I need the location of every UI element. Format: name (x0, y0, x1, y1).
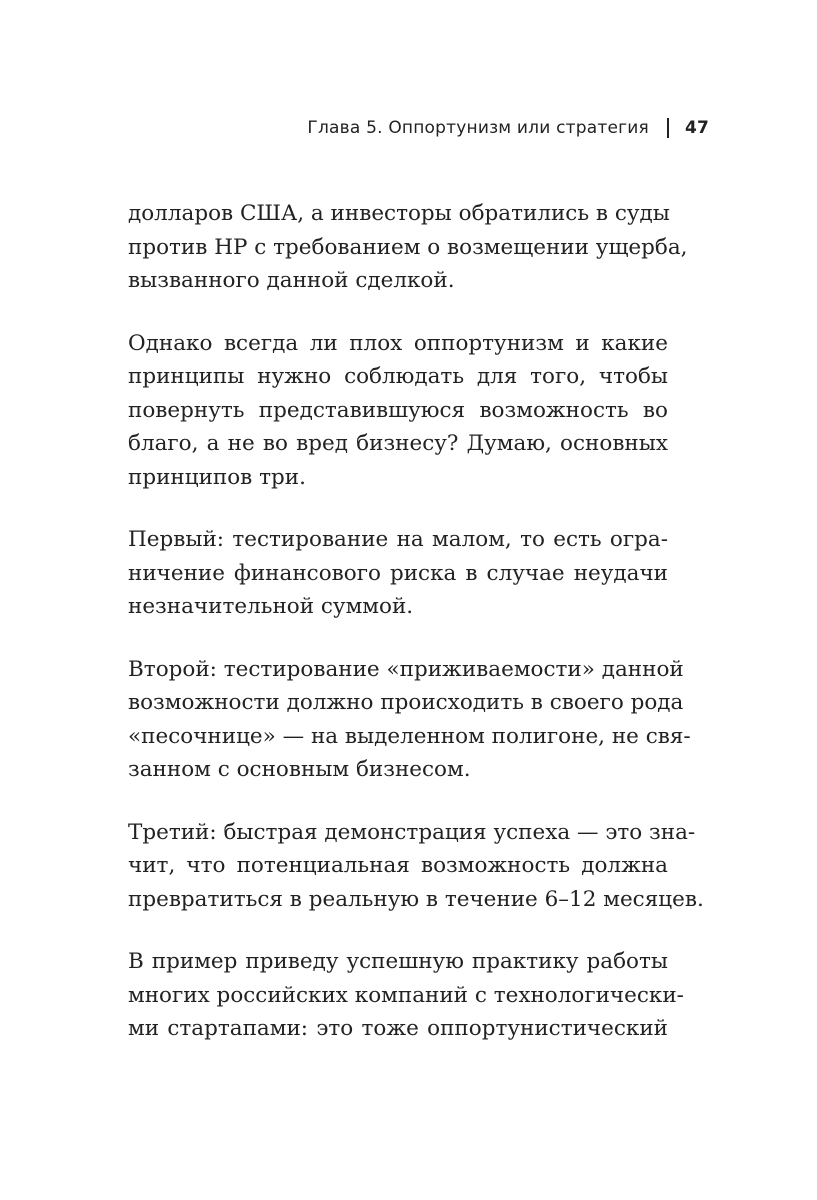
paragraph (128, 197, 688, 298)
text-line: Однако всегда ли плох оппортунизм и какие (128, 330, 668, 356)
text-line: Второй: тестирование «приживаемости» данной (128, 656, 684, 682)
paragraph (128, 653, 691, 787)
text-line: чит, что потенциальная возможность должна (128, 853, 668, 878)
paragraph (128, 327, 668, 495)
text-line: занном с основным бизнесом. (128, 757, 471, 782)
header-separator (667, 118, 669, 138)
text-line: превратиться в реальную в течение 6–12 месяцев. (128, 886, 704, 912)
paragraph (128, 523, 668, 624)
chapter-title: Глава 5. Оппортунизм или стратегия (307, 118, 649, 138)
text-line: незначительной суммой. (128, 594, 414, 619)
text-line: многих российских компаний с технологически- (128, 982, 684, 1008)
text-line: принципов три. (128, 464, 306, 490)
text-line: В пример приведу успешную практику работы (128, 949, 668, 974)
text-line: ничение финансового риска в случае неудачи (128, 560, 668, 586)
running-header (307, 118, 709, 138)
text-line: ми стартапами: это тоже оппортунистический (128, 1016, 668, 1041)
text-line: принципы нужно соблюдать для того, чтобы (128, 364, 668, 389)
text-line: возможности должно происходить в своего рода (128, 690, 684, 715)
text-line: вызванного данной сделкой. (128, 268, 455, 293)
text-line: Первый: тестирование на малом, то есть огра- (128, 527, 668, 552)
body-text (128, 197, 704, 1075)
paragraph (128, 945, 684, 1046)
text-line: Третий: быстрая демонстрация успеха — это зна- (128, 819, 696, 845)
text-line: благо, а не во вред бизнесу? Думаю, основных (128, 431, 668, 456)
paragraph (128, 816, 704, 917)
page-number: 47 (684, 118, 709, 138)
text-line: повернуть представившуюся возможность во (128, 397, 668, 423)
text-line: «песочнице» — на выделенном полигоне, не свя- (128, 723, 691, 749)
text-line: долларов США, а инвесторы обратились в суды (128, 201, 670, 226)
text-line: против HP с требованием о возмещении ущерба, (128, 234, 688, 260)
